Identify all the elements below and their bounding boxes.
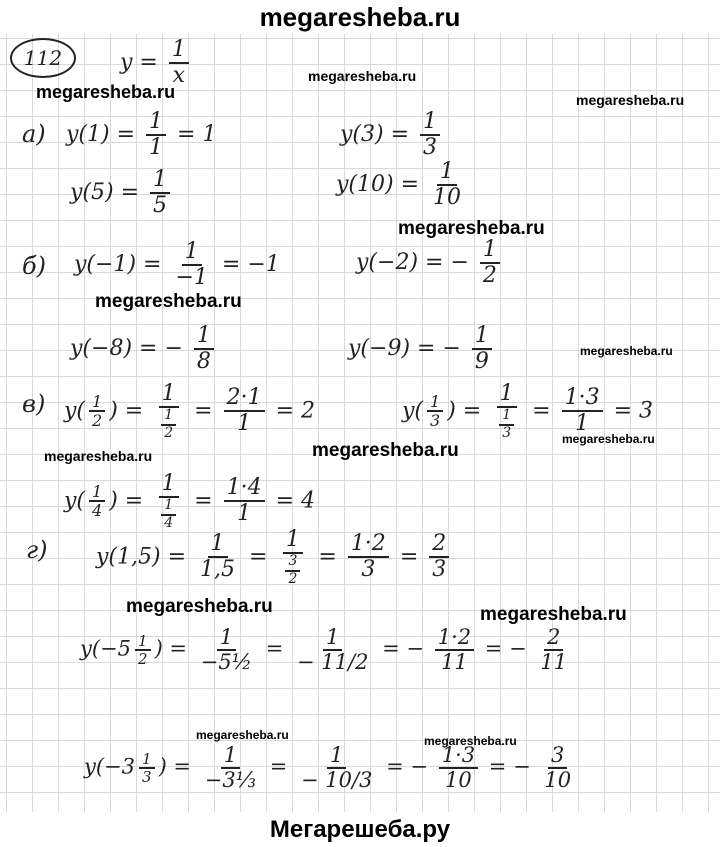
part-a-eq2	[340, 110, 444, 160]
part-b-eq3	[70, 324, 218, 374]
function-lhs: y =	[120, 50, 158, 76]
eq-den: 10	[433, 185, 462, 211]
watermark: megaresheba.ru	[308, 68, 417, 84]
part-b-label: б)	[22, 252, 47, 280]
eq-den: 10	[544, 768, 572, 793]
eq-den: 8	[196, 349, 211, 375]
eq-den	[154, 498, 183, 531]
part-v-eq3	[64, 472, 315, 531]
eq-den-num: 1	[161, 498, 176, 515]
eq-den-den: 2	[288, 570, 298, 587]
part-v-eq2	[402, 382, 653, 441]
function-definition	[120, 38, 193, 88]
eq-num: 1	[182, 240, 202, 266]
eq-sign: =	[532, 398, 551, 424]
watermark: megaresheba.ru	[580, 344, 673, 358]
eq-sign: =	[194, 398, 213, 424]
eq-num: 1·3	[439, 744, 478, 769]
eq-num: 1	[221, 744, 240, 769]
eq-den: 1,5	[200, 557, 236, 583]
part-g-label: г)	[26, 536, 48, 564]
eq-rhs: = 4	[275, 488, 316, 514]
eq-den: −5½	[200, 650, 253, 675]
eq-den: 2	[482, 263, 497, 289]
arg-num: 1	[89, 483, 105, 503]
eq-num: 1	[159, 472, 179, 498]
part-g-eq2	[80, 626, 574, 674]
function-den: x	[172, 63, 186, 89]
eq-den-den: 2	[164, 424, 174, 441]
eq-den: 1	[575, 411, 590, 437]
arg-den: 3	[142, 768, 152, 787]
part-v-eq1	[64, 382, 315, 441]
eq-rhs: = −1	[221, 252, 280, 278]
eq-num: 1	[217, 626, 236, 651]
eq-lhs: y(3) =	[340, 122, 410, 148]
site-footer[interactable]: Мегарешеба.ру	[269, 816, 451, 843]
eq-den	[492, 408, 521, 441]
eq-sign: = −	[386, 754, 429, 779]
eq-rhs: = 1	[177, 122, 217, 148]
arg-den: 2	[138, 650, 148, 669]
eq-num: 1·4	[224, 476, 265, 502]
watermark: megaresheba.ru	[398, 218, 545, 239]
watermark: megaresheba.ru	[95, 291, 242, 312]
eq-sign: =	[265, 636, 284, 661]
eq-num: 1·2	[348, 532, 389, 558]
eq-den-den: 3	[502, 424, 512, 441]
eq-mid: ) =	[447, 398, 482, 424]
arg-den: 3	[430, 411, 441, 431]
watermark: megaresheba.ru	[312, 440, 459, 461]
eq-sign: =	[249, 544, 268, 570]
eq-den: 1	[237, 501, 252, 527]
eq-num: 1·2	[435, 626, 474, 651]
eq-den: 11	[441, 650, 468, 675]
watermark: megaresheba.ru	[36, 82, 176, 102]
arg-den: 4	[92, 501, 103, 521]
eq-lhs: y(1) =	[66, 122, 136, 148]
eq-mid: ) =	[158, 754, 192, 779]
eq-den: 11	[540, 650, 568, 675]
eq-num: 1	[420, 110, 440, 136]
watermark: megaresheba.ru	[196, 728, 289, 742]
eq-lhs: y(−9) = −	[348, 336, 461, 362]
eq-rhs: = 3	[613, 398, 654, 424]
eq-num: 1	[194, 324, 214, 350]
eq-den-num: 3	[285, 554, 300, 571]
eq-num: 1	[159, 382, 179, 408]
eq-den	[154, 408, 183, 441]
arg-num: 1	[427, 393, 443, 413]
task-number: 112	[10, 38, 76, 78]
watermark: megaresheba.ru	[424, 734, 517, 748]
arg-num: 1	[89, 393, 105, 413]
part-a-label: а)	[22, 120, 46, 148]
eq-sign: = −	[382, 636, 425, 661]
arg-den: 2	[92, 411, 103, 431]
function-num: 1	[169, 38, 189, 64]
eq-num: 1·3	[562, 386, 603, 412]
eq-num: 1	[146, 110, 166, 136]
eq-sign: =	[399, 544, 419, 570]
eq-den-num: 1	[499, 408, 514, 425]
part-g-eq3	[84, 744, 578, 792]
part-a-eq4	[336, 160, 468, 210]
eq-lhs: y(	[402, 398, 424, 424]
part-b-eq2	[356, 238, 504, 288]
site-header[interactable]: megaresheba.ru	[259, 2, 461, 32]
eq-lhs: y(	[64, 488, 86, 514]
eq-den: − 10/3	[301, 768, 373, 793]
watermark: megaresheba.ru	[562, 432, 655, 446]
eq-lhs: y(5) =	[70, 180, 140, 206]
eq-num: 1	[208, 532, 228, 558]
eq-lhs: y(	[64, 398, 86, 424]
eq-den: 3	[361, 557, 376, 583]
eq-den: 10	[445, 768, 472, 793]
eq-sign: = −	[488, 754, 531, 779]
watermark: megaresheba.ru	[480, 604, 627, 625]
eq-lhs: y(1,5) =	[96, 544, 187, 570]
watermark: megaresheba.ru	[44, 448, 153, 464]
eq-den: 3	[423, 135, 438, 161]
part-b-eq4	[348, 324, 496, 374]
eq-den: −1	[175, 265, 208, 291]
eq-num: 1	[327, 744, 346, 769]
eq-num: 1	[150, 168, 170, 194]
eq-den-den: 4	[164, 514, 174, 531]
watermark: megaresheba.ru	[576, 92, 685, 108]
eq-sign: =	[269, 754, 288, 779]
handwritten-solution-sheet	[0, 34, 720, 812]
eq-num: 1	[283, 528, 303, 554]
eq-mid: ) =	[154, 636, 188, 661]
eq-den: 3	[432, 557, 447, 583]
eq-mid: ) =	[109, 488, 144, 514]
eq-num: 1	[497, 382, 517, 408]
eq-num: 2·1	[224, 386, 265, 412]
eq-num: 2	[544, 626, 563, 651]
arg-num: 1	[135, 633, 151, 652]
eq-den: 1	[237, 411, 252, 437]
part-v-label: в)	[22, 390, 46, 418]
arg-num: 1	[139, 751, 155, 770]
eq-den: 9	[474, 349, 489, 375]
eq-rhs: = 2	[275, 398, 316, 424]
eq-lhs: y(−5	[80, 636, 132, 661]
eq-sign: = −	[484, 636, 527, 661]
eq-mid: ) =	[109, 398, 144, 424]
eq-den: −3⅓	[204, 768, 257, 793]
eq-lhs: y(−1) =	[74, 252, 162, 278]
eq-num: 1	[472, 324, 492, 350]
eq-num: 1	[437, 160, 457, 186]
eq-lhs: y(−3	[84, 754, 136, 779]
eq-lhs: y(10) =	[336, 172, 420, 198]
watermark: megaresheba.ru	[126, 596, 273, 617]
part-b-eq1	[74, 240, 280, 290]
part-a-eq3	[70, 168, 174, 218]
eq-lhs: y(−2) = −	[356, 250, 469, 276]
eq-num: 3	[548, 744, 567, 769]
eq-num: 1	[323, 626, 342, 651]
eq-num: 2	[429, 532, 449, 558]
part-g-eq1	[96, 528, 453, 587]
eq-den: − 11/2	[297, 650, 369, 675]
eq-sign: =	[318, 544, 337, 570]
eq-den: 5	[153, 193, 168, 219]
eq-num: 1	[480, 238, 500, 264]
eq-den-num: 1	[161, 408, 176, 425]
eq-den	[278, 554, 307, 587]
eq-sign: =	[194, 488, 213, 514]
eq-lhs: y(−8) = −	[70, 336, 183, 362]
eq-den: 1	[149, 135, 164, 161]
part-a-eq1	[66, 110, 216, 160]
